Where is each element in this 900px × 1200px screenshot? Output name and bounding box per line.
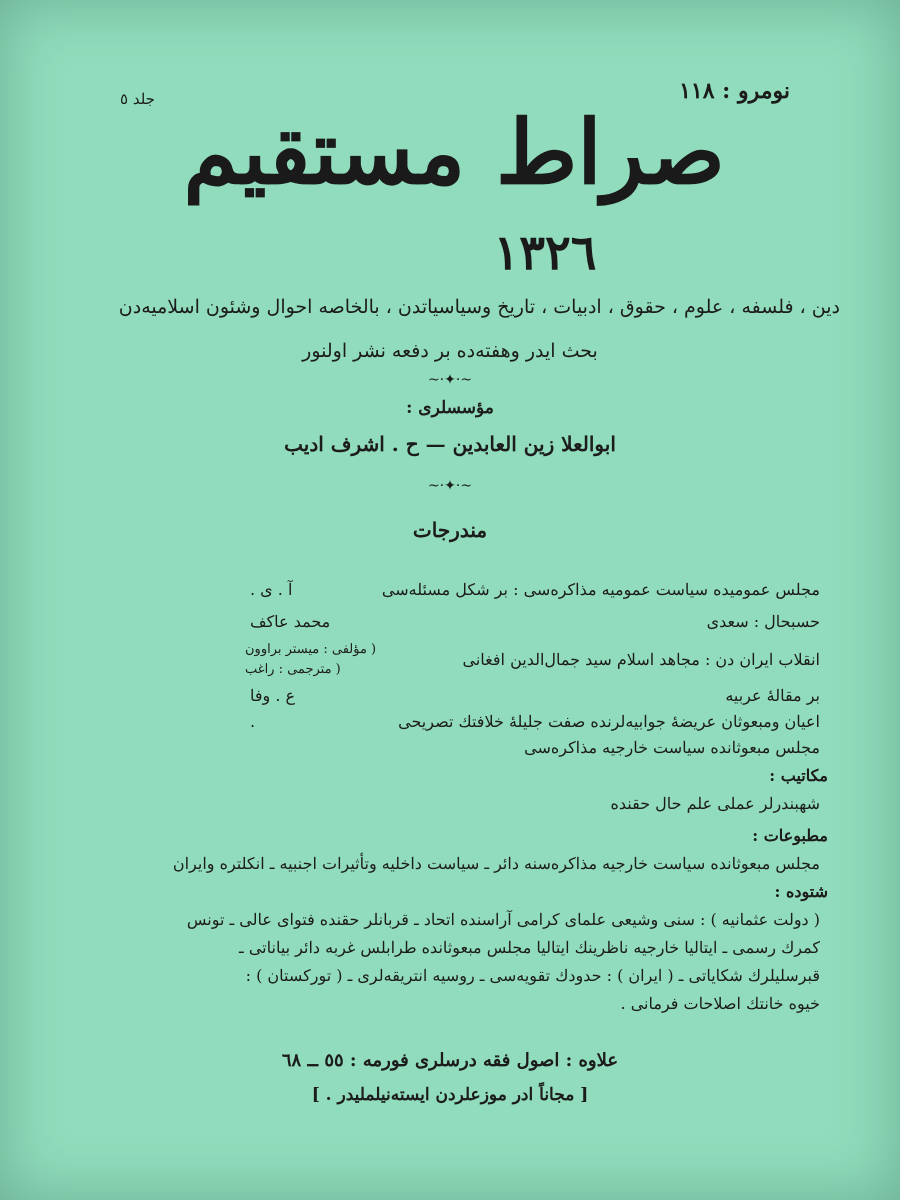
letters-item: شهبندرلر عملى علم حال حقنده <box>610 794 820 813</box>
contents-item: مجلس مبعوثانده سياست خارجيه مذاكره‌سى <box>524 738 820 757</box>
contents-author: ع . وفا <box>250 686 296 705</box>
addendum-note: علاوه : اصول فقه درسلرى فورمه : ٥٥ ــ ٦٨ <box>281 1050 619 1071</box>
issue-number: نومرو : ١١٨ <box>679 78 790 104</box>
misc-line: كمرك رسمى ـ ايتاليا خارجيه ناظرينك ايتاليا مجلس مبعوثانده طرابلس غربه دائر بياناتى ـ <box>239 938 820 957</box>
masthead <box>183 60 725 290</box>
misc-line: قبرسليلرك شكاياتى ـ ( ايران ) : حدودك تقويه‌سى ـ روسيه انتريقه‌لرى ـ ( توركستان ) : <box>245 966 820 985</box>
press-item: مجلس مبعوثانده سياست خارجيه مذاكره‌سنه دائر ـ سياست داخليه وتأثيرات اجنبيه ـ انكلتره وايران <box>172 854 820 873</box>
contents-item: انقلاب ايران دن : مجاهد اسلام سيد جمال‌الدين افغانى <box>462 650 820 669</box>
ornament-divider: ~·✦·~ <box>427 372 473 388</box>
ornament-divider: ~·✦·~ <box>427 478 473 494</box>
press-label: مطبوعات : <box>752 826 828 845</box>
free-distribution-note: [ مجاناً ادر موزعلردن ايسته‌نيلمليدر . ] <box>311 1085 589 1105</box>
letters-label: مكاتيب : <box>769 766 828 785</box>
subtitle-line-1: دين ، فلسفه ، علوم ، حقوق ، ادبيات ، تاريخ وسياسياتدن ، بالخاصه احوال وشئون اسلاميه‌دن <box>118 296 840 318</box>
contents-author: ( مؤلفى : ميستر براوون <box>245 642 377 657</box>
masthead-title: صراط مستقيم <box>183 100 725 204</box>
founders-names: ابوالعلا زين العابدين — ح . اشرف اديب <box>284 432 616 456</box>
misc-line: ( دولت عثمانيه ) : سنى وشيعى علماى كرامى آراسنده اتحاد ـ قربانلر حقنده فتواى عالى ـ تونس <box>186 910 820 929</box>
contents-author: . <box>250 712 256 731</box>
volume-number: جلد ٥ <box>120 90 155 108</box>
contents-item: بر مقاله‌ٔ عربيه <box>725 686 820 705</box>
misc-line: خيوه خانتك اصلاحات فرمانى . <box>620 994 820 1013</box>
contents-item: مجلس عموميده سياست عموميه مذاكره‌سى : بر شكل مسئله‌سى <box>381 580 820 599</box>
contents-author: محمد عاكف <box>250 612 331 631</box>
contents-author: آ . ى . <box>250 580 293 599</box>
contents-title: مندرجات <box>412 518 488 542</box>
masthead-year: ١٣٢٦ <box>493 225 597 281</box>
contents-item: حسبحال : سعدى <box>706 612 820 631</box>
subtitle-line-2: بحث ايدر وهفته‌ده بر دفعه نشر اولنور <box>302 340 598 362</box>
contents-translator: ( مترجمى : راغب <box>245 662 341 677</box>
founders-label: مؤسسلرى : <box>406 398 494 418</box>
misc-label: شتوده : <box>774 882 828 901</box>
contents-item: اعيان ومبعوثان عريضهٔ جوابيه‌لرنده صفت جليله‌ٔ خلافتك تصريحى <box>398 712 820 731</box>
